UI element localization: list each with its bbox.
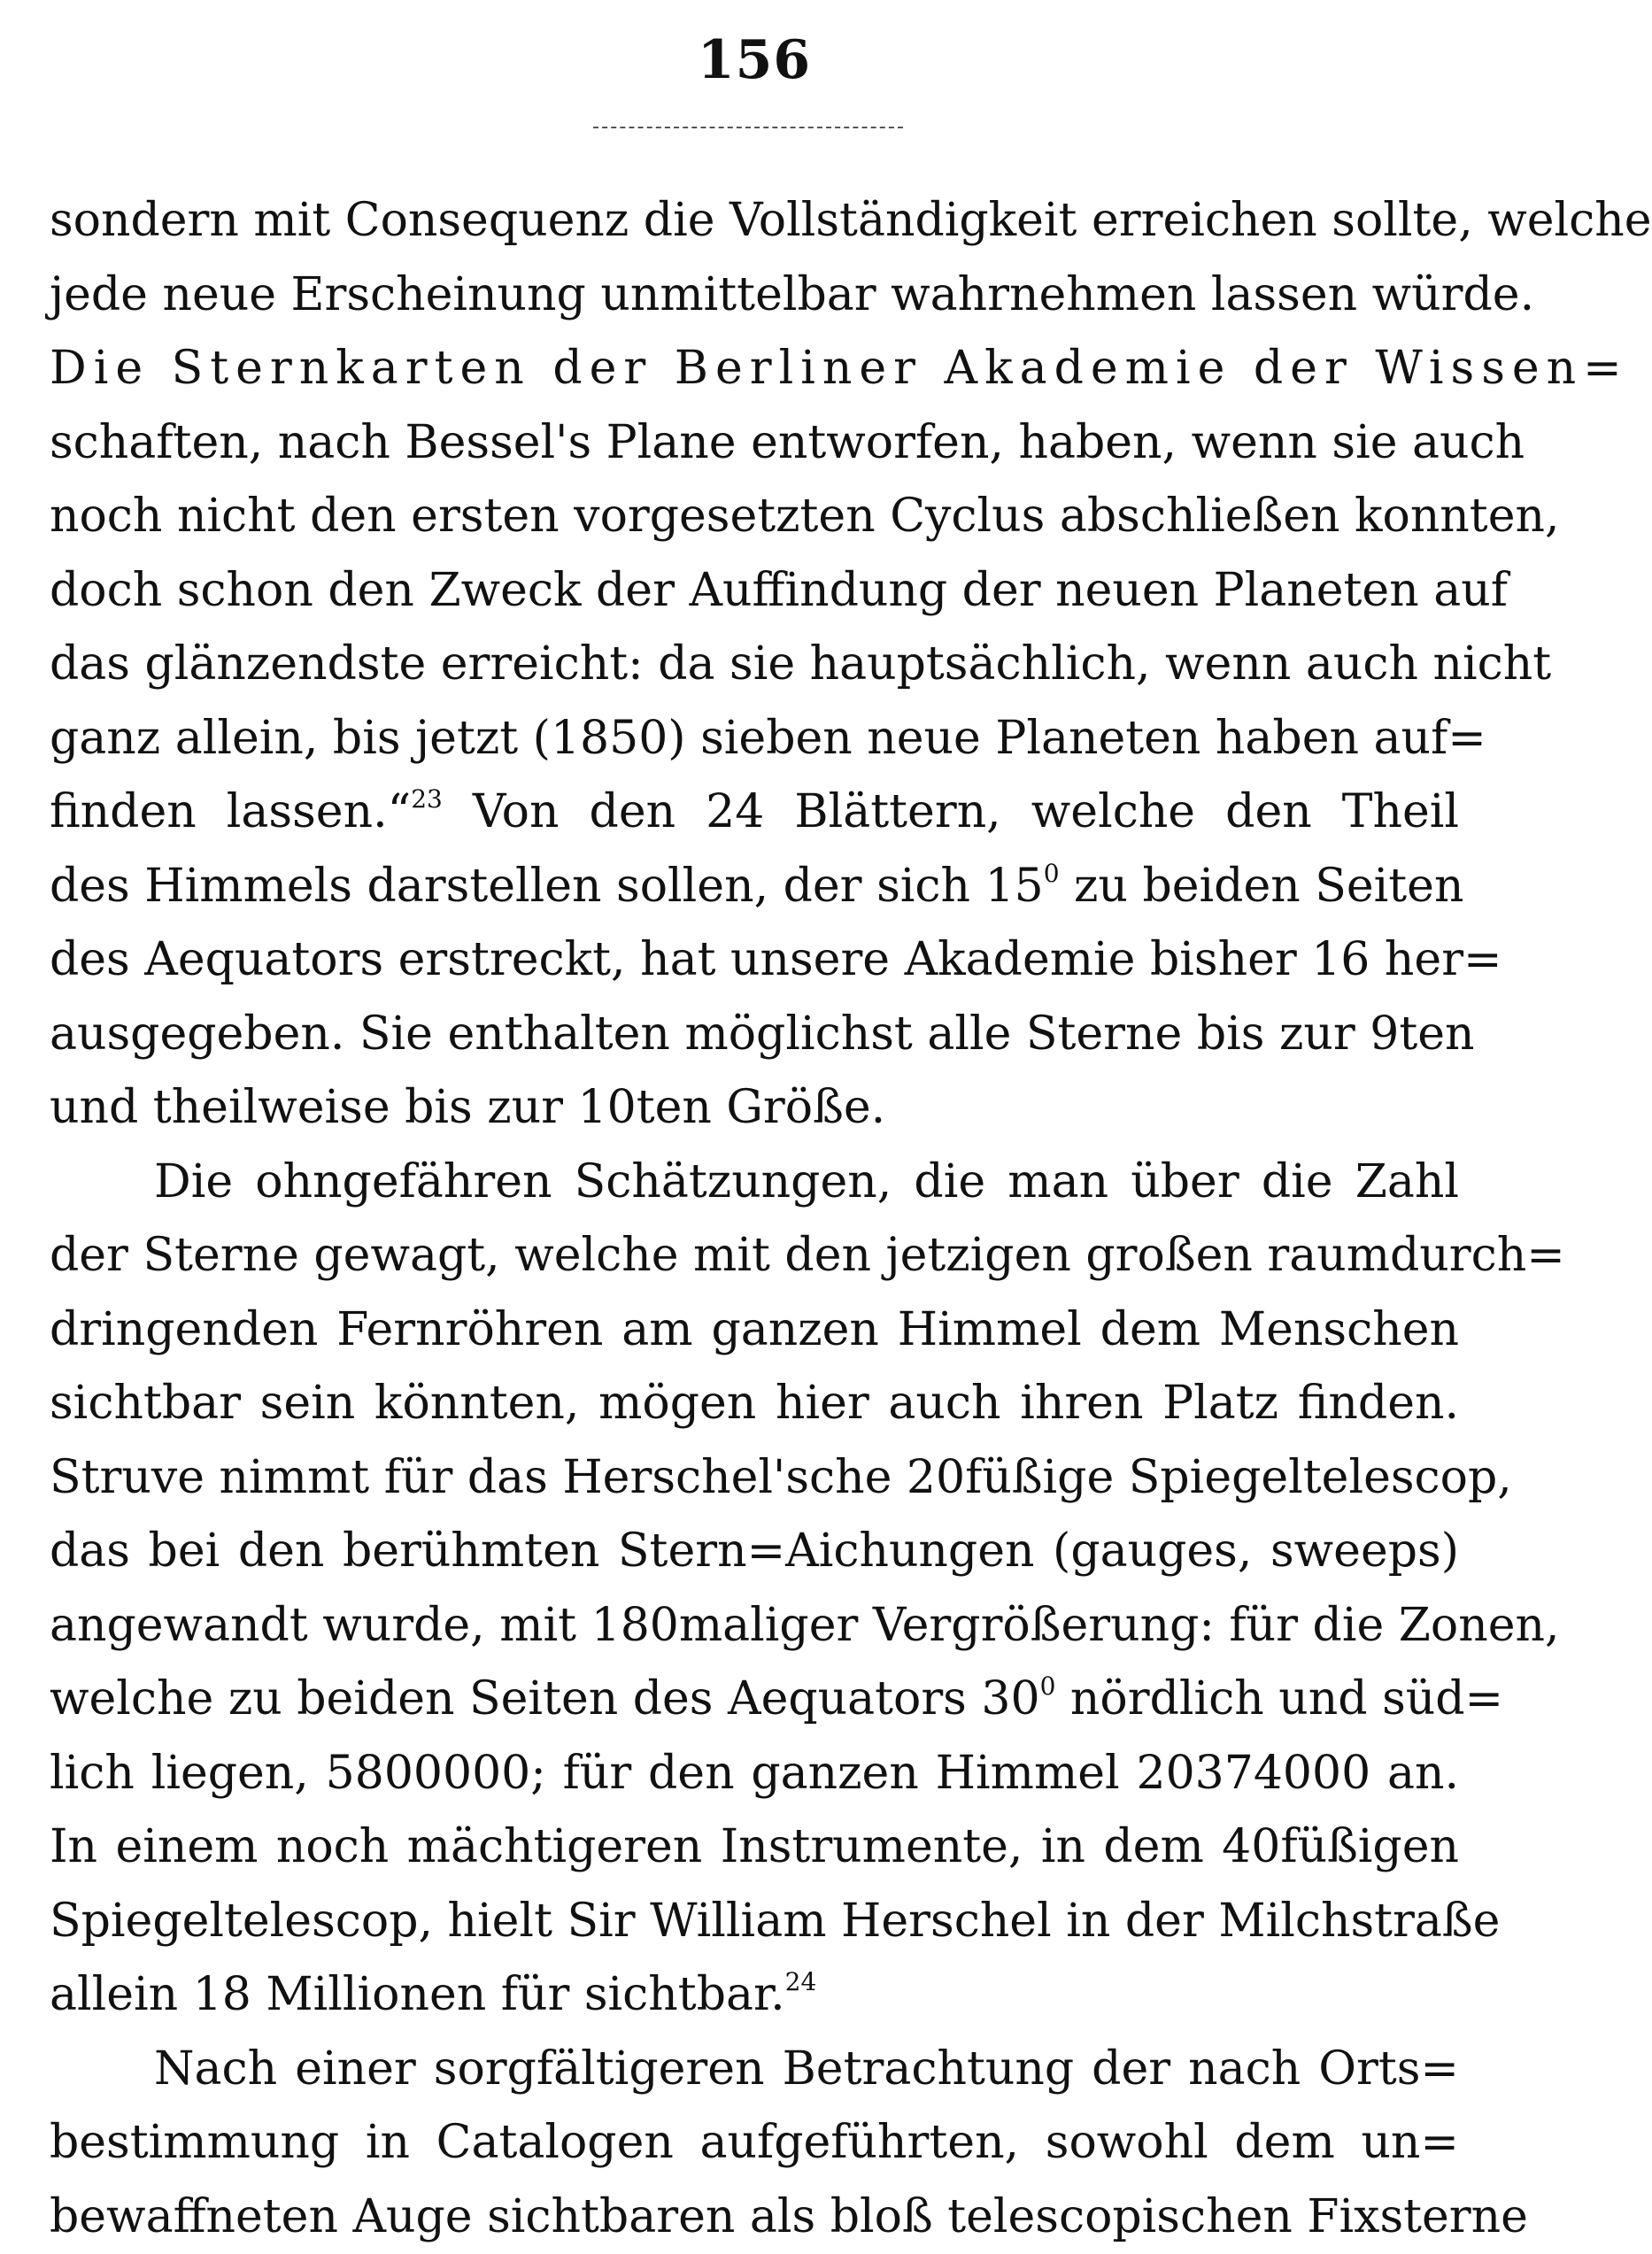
text-line	[50, 776, 1459, 850]
text-line: Spiegeltelescop, hielt Sir William Herschel in der Milchstraße	[50, 1885, 1459, 1959]
text-line: und theilweise bis zur 10ten Größe.	[50, 1071, 1459, 1146]
text-line: lich liegen, 5800000; für den ganzen Himmel 20374000 an.	[50, 1737, 1459, 1811]
degree-marker: 0	[1040, 1671, 1056, 1701]
text-line: des Aequators erstreckt, hat unsere Akademie bisher 16 her=	[50, 923, 1459, 998]
text-line: der Sterne gewagt, welche mit den jetzigen großen raumdurch=	[50, 1219, 1459, 1293]
text-line: jede neue Erscheinung unmittelbar wahrnehmen lassen würde.	[50, 259, 1459, 333]
text-line: Struve nimmt für das Herschel'sche 20füßige Spiegeltelescop,	[50, 1441, 1459, 1516]
line-text: welche zu beiden Seiten des Aequators 30	[50, 1672, 1040, 1725]
text-line: angewandt wurde, mit 180maliger Vergrößerung: für die Zonen,	[50, 1589, 1459, 1663]
line-text: nördlich und süd=	[1055, 1672, 1503, 1725]
text-line: ganz allein, bis jetzt (1850) sieben neue Planeten haben auf=	[50, 702, 1459, 776]
text-line: noch nicht den ersten vorgesetzten Cyclus abschließen konnten,	[50, 480, 1459, 554]
text-line: bewaffneten Auge sichtbaren als bloß telescopischen Fixsterne	[50, 2181, 1459, 2254]
line-text: Von den 24 Blättern, welche den Theil	[443, 785, 1459, 838]
text-line: sichtbar sein könnten, mögen hier auch ihren Platz finden.	[50, 1367, 1459, 1441]
text-line	[50, 1958, 1459, 2033]
text-line: In einem noch mächtigeren Instrumente, in dem 40füßigen	[50, 1810, 1459, 1885]
text-line: dringenden Fernröhren am ganzen Himmel dem Menschen	[50, 1293, 1459, 1368]
text-line: bestimmung in Catalogen aufgeführten, sowohl dem un=	[50, 2106, 1459, 2181]
text-line	[50, 850, 1459, 924]
footnote-marker: 24	[785, 1967, 817, 1996]
line-text: des Himmels darstellen sollen, der sich 15	[50, 860, 1044, 913]
footnote-marker: 23	[411, 784, 443, 814]
text-line: ausgegeben. Sie enthalten möglichst alle Sterne bis zur 9ten	[50, 998, 1459, 1072]
text-line: sondern mit Consequenz die Vollständigkeit erreichen sollte, welche	[50, 184, 1459, 259]
text-line: Die ohngefähren Schätzungen, die man über die Zahl	[50, 1146, 1459, 1220]
body-text	[50, 184, 1459, 2254]
text-line: doch schon den Zweck der Auffindung der neuen Planeten auf	[50, 554, 1459, 629]
text-line: Die Sternkarten der Berliner Akademie der Wissen=	[50, 332, 1459, 406]
line-text: finden lassen.“	[50, 785, 411, 838]
page-number: 156	[0, 25, 1509, 96]
text-line: Nach einer sorgfältigeren Betrachtung der nach Orts=	[50, 2033, 1459, 2107]
degree-marker: 0	[1044, 859, 1060, 888]
text-line: das bei den berühmten Stern=Aichungen (gauges, sweeps)	[50, 1515, 1459, 1589]
line-text: zu beiden Seiten	[1060, 860, 1464, 913]
text-line: das glänzendste erreicht: da sie hauptsächlich, wenn auch nicht	[50, 628, 1459, 702]
text-line: schaften, nach Bessel's Plane entworfen, haben, wenn sie auch	[50, 406, 1459, 481]
text-line	[50, 1663, 1459, 1737]
line-text: allein 18 Millionen für sichtbar.	[50, 1968, 785, 2021]
header-rule	[593, 127, 903, 128]
